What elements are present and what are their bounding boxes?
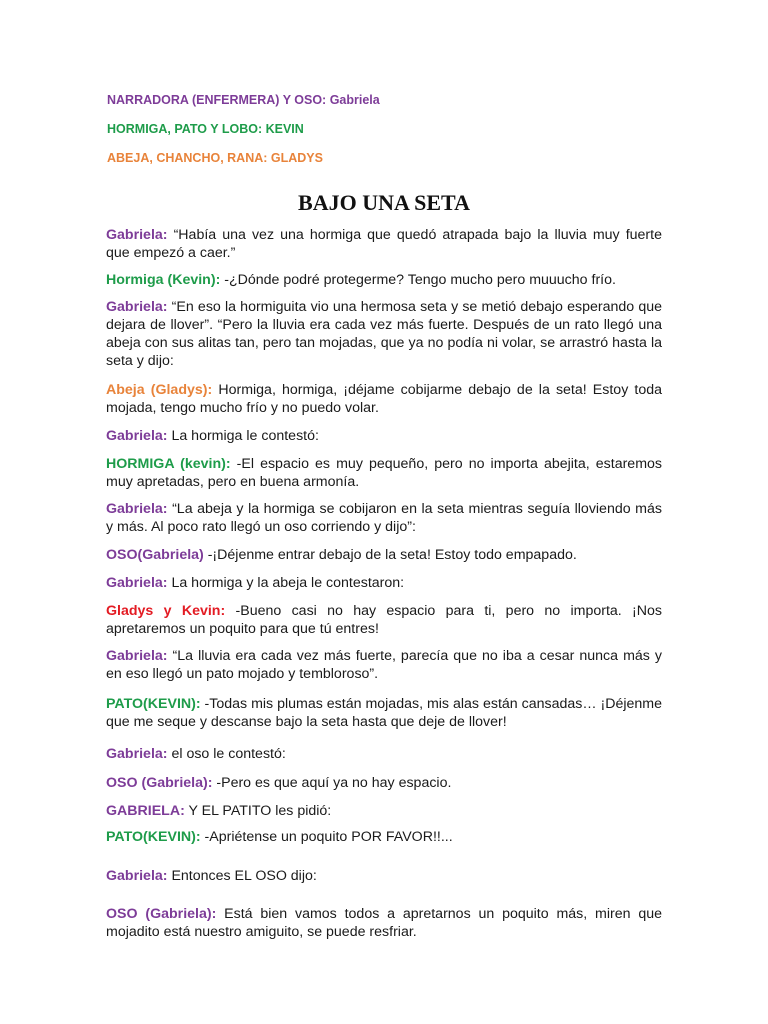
dialogue-paragraph (106, 905, 662, 941)
dialogue-text: -Apriétense un poquito POR FAVOR!!... (200, 829, 453, 845)
dialogue-text: Entonces EL OSO dijo: (167, 868, 317, 884)
speaker-label: Gabriela: (106, 299, 168, 315)
dialogue-paragraph (106, 802, 662, 820)
cast-line-gabriela: NARRADORA (ENFERMERA) Y OSO: Gabriela (107, 93, 380, 107)
story-title: BAJO UNA SETA (298, 190, 470, 215)
dialogue-text: -¡Déjenme entrar debajo de la seta! Estoy todo empapado. (203, 547, 577, 563)
cast-line-gladys: ABEJA, CHANCHO, RANA: GLADYS (107, 151, 323, 165)
speaker-label: Hormiga (Kevin): (106, 272, 221, 288)
speaker-label: OSO(Gabriela) (106, 547, 204, 563)
speaker-label: PATO(KEVIN): (106, 696, 201, 712)
dialogue-text: -Todas mis plumas están mojadas, mis alas están cansadas… ¡Déjenme que me seque y descanse bajo la seta hasta que deje de llover! (106, 696, 662, 730)
speaker-label: Gabriela: (106, 868, 168, 884)
dialogue-text: -Pero es que aquí ya no hay espacio. (212, 775, 452, 791)
dialogue-paragraph (106, 695, 662, 731)
speaker-label: Gabriela: (106, 648, 168, 664)
dialogue-paragraph (106, 647, 662, 683)
speaker-label: Gabriela: (106, 227, 168, 243)
dialogue-paragraph (106, 500, 662, 536)
speaker-label: Abeja (Gladys): (106, 382, 213, 398)
dialogue-text: -¿Dónde podré protegerme? Tengo mucho pero muuucho frío. (220, 272, 616, 288)
speaker-label: GABRIELA: (106, 803, 185, 819)
speaker-label: OSO (Gabriela): (106, 775, 213, 791)
dialogue-paragraph (106, 867, 662, 885)
dialogue-text: -El espacio es muy pequeño, pero no importa abejita, estaremos muy apretadas, pero en buena armonía. (106, 456, 662, 490)
speaker-label: Gabriela: (106, 501, 168, 517)
dialogue-paragraph (106, 271, 662, 289)
dialogue-text: La hormiga le contestó: (167, 428, 319, 444)
dialogue-paragraph (106, 427, 662, 445)
dialogue-paragraph (106, 828, 662, 846)
dialogue-paragraph (106, 546, 662, 564)
speaker-label: Gabriela: (106, 575, 168, 591)
dialogue-paragraph (106, 745, 662, 763)
dialogue-text: Hormiga, hormiga, ¡déjame cobijarme debajo de la seta! Estoy toda mojada, tengo mucho frío y no puedo volar. (106, 382, 662, 416)
speaker-label: PATO(KEVIN): (106, 829, 201, 845)
dialogue-text: el oso le contestó: (167, 746, 286, 762)
dialogue-paragraph (106, 455, 662, 491)
dialogue-paragraph (106, 226, 662, 262)
speaker-label: Gabriela: (106, 428, 168, 444)
speaker-label: HORMIGA (kevin): (106, 456, 231, 472)
dialogue-text: “La lluvia era cada vez más fuerte, parecía que no iba a cesar nunca más y en eso llegó un pato mojado y tembloroso”. (106, 648, 662, 682)
dialogue-text: -Bueno casi no hay espacio para ti, pero no importa. ¡Nos apretaremos un poquito para que tú entres! (106, 603, 662, 637)
dialogue-paragraph (106, 774, 662, 792)
dialogue-text: “En eso la hormiguita vio una hermosa seta y se metió debajo esperando que dejara de llover”. “Pero la lluvia era cada vez más fuerte. Después de un rato llegó una abeja con sus alitas tan, pero tan mojadas, que ya no podía ni volar, se arrastró hasta la seta y dijo: (106, 299, 662, 369)
speaker-label: Gabriela: (106, 746, 168, 762)
dialogue-paragraph (106, 602, 662, 638)
dialogue-paragraph (106, 381, 662, 417)
dialogue-paragraph (106, 574, 662, 592)
dialogue-paragraph (106, 298, 662, 370)
dialogue-text: “La abeja y la hormiga se cobijaron en la seta mientras seguía lloviendo más y más. Al poco rato llegó un oso corriendo y dijo”: (106, 501, 662, 535)
speaker-label: Gladys y Kevin: (106, 603, 226, 619)
cast-line-kevin: HORMIGA, PATO Y LOBO: KEVIN (107, 122, 304, 136)
speaker-label: OSO (Gabriela): (106, 906, 217, 922)
dialogue-text: La hormiga y la abeja le contestaron: (167, 575, 405, 591)
dialogue-text: “Había una vez una hormiga que quedó atrapada bajo la lluvia muy fuerte que empezó a caer.” (106, 227, 662, 261)
dialogue-text: Y EL PATITO les pidió: (184, 803, 332, 819)
dialogue-text: Está bien vamos todos a apretarnos un poquito más, miren que mojadito está nuestro amiguito, se puede resfriar. (106, 906, 662, 940)
